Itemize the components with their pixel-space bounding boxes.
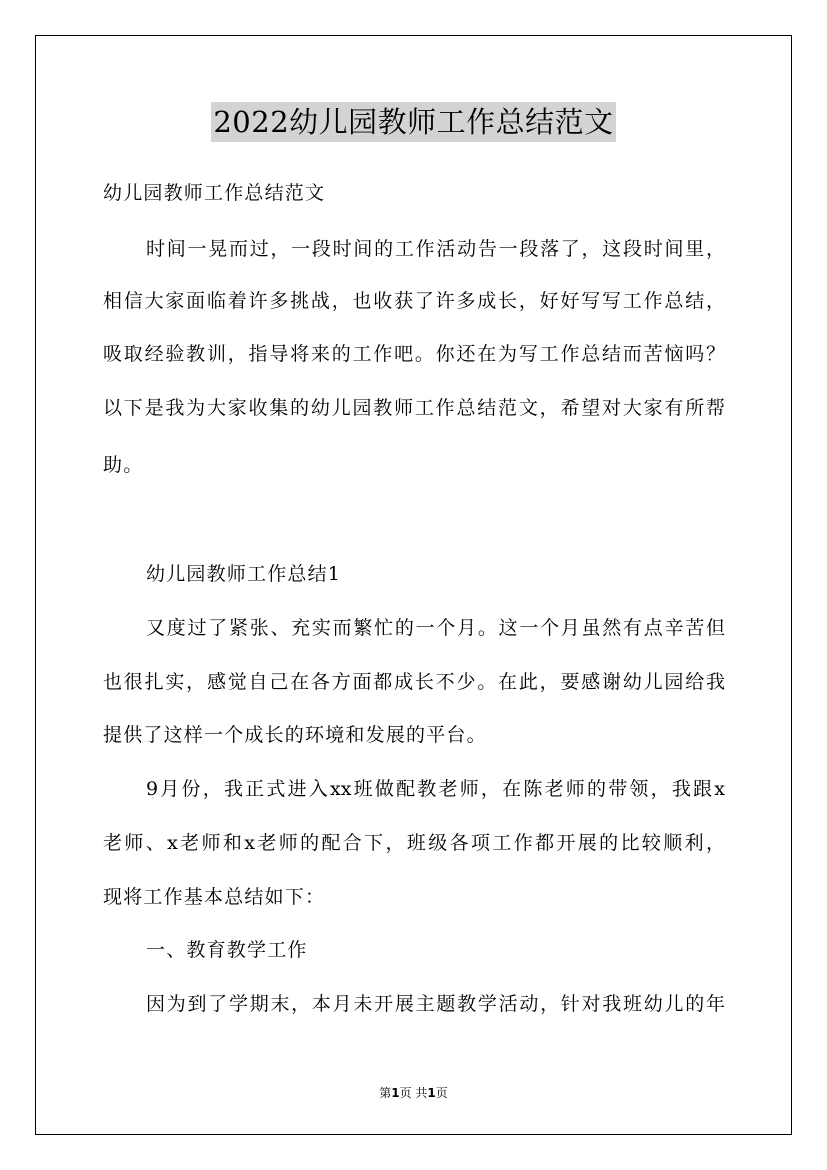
paragraph-line: 时间一晃而过，一段时间的工作活动告一段落了，这段时间里，: [146, 238, 725, 260]
paragraph-line: 因为到了学期末，本月未开展主题教学活动，针对我班幼儿的年: [146, 993, 725, 1015]
section-heading: 幼儿园教师工作总结1: [146, 563, 342, 585]
section-heading: 一、教育教学工作: [146, 939, 308, 961]
title-container: [0, 102, 827, 142]
paragraph-line: 也很扎实，感觉自己在各方面都成长不少。在此，要感谢幼儿园给我: [103, 671, 725, 693]
paragraph-line: 吸取经验教训，指导将来的工作吧。你还在为写工作总结而苦恼吗？: [103, 343, 725, 365]
paragraph-line: 以下是我为大家收集的幼儿园教师工作总结范文，希望对大家有所帮: [103, 397, 725, 419]
paragraph-line: 9月份，我正式进入xx班做配教老师，在陈老师的带领，我跟x: [146, 778, 725, 800]
page-footer: [0, 1084, 827, 1101]
paragraph-line: 又度过了紧张、充实而繁忙的一个月。这一个月虽然有点辛苦但: [146, 617, 725, 639]
footer-page-suffix: 页 共: [399, 1086, 428, 1100]
subtitle: 幼儿园教师工作总结范文: [103, 182, 326, 204]
document-title: 2022幼儿园教师工作总结范文: [211, 102, 615, 142]
paragraph-line: 老师、x老师和x老师的配合下，班级各项工作都开展的比较顺利，: [103, 832, 725, 854]
paragraph-line: 相信大家面临着许多挑战，也收获了许多成长，好好写写工作总结，: [103, 290, 725, 312]
paragraph-line: 现将工作基本总结如下：: [103, 886, 326, 908]
paragraph-line: 提供了这样一个成长的环境和发展的平台。: [103, 724, 487, 746]
footer-total-suffix: 页: [435, 1086, 448, 1100]
footer-page-prefix: 第: [379, 1086, 392, 1100]
paragraph-line: 助。: [103, 454, 144, 476]
footer-total-pages: 1: [427, 1086, 436, 1100]
footer-page-number: 1: [391, 1086, 400, 1100]
